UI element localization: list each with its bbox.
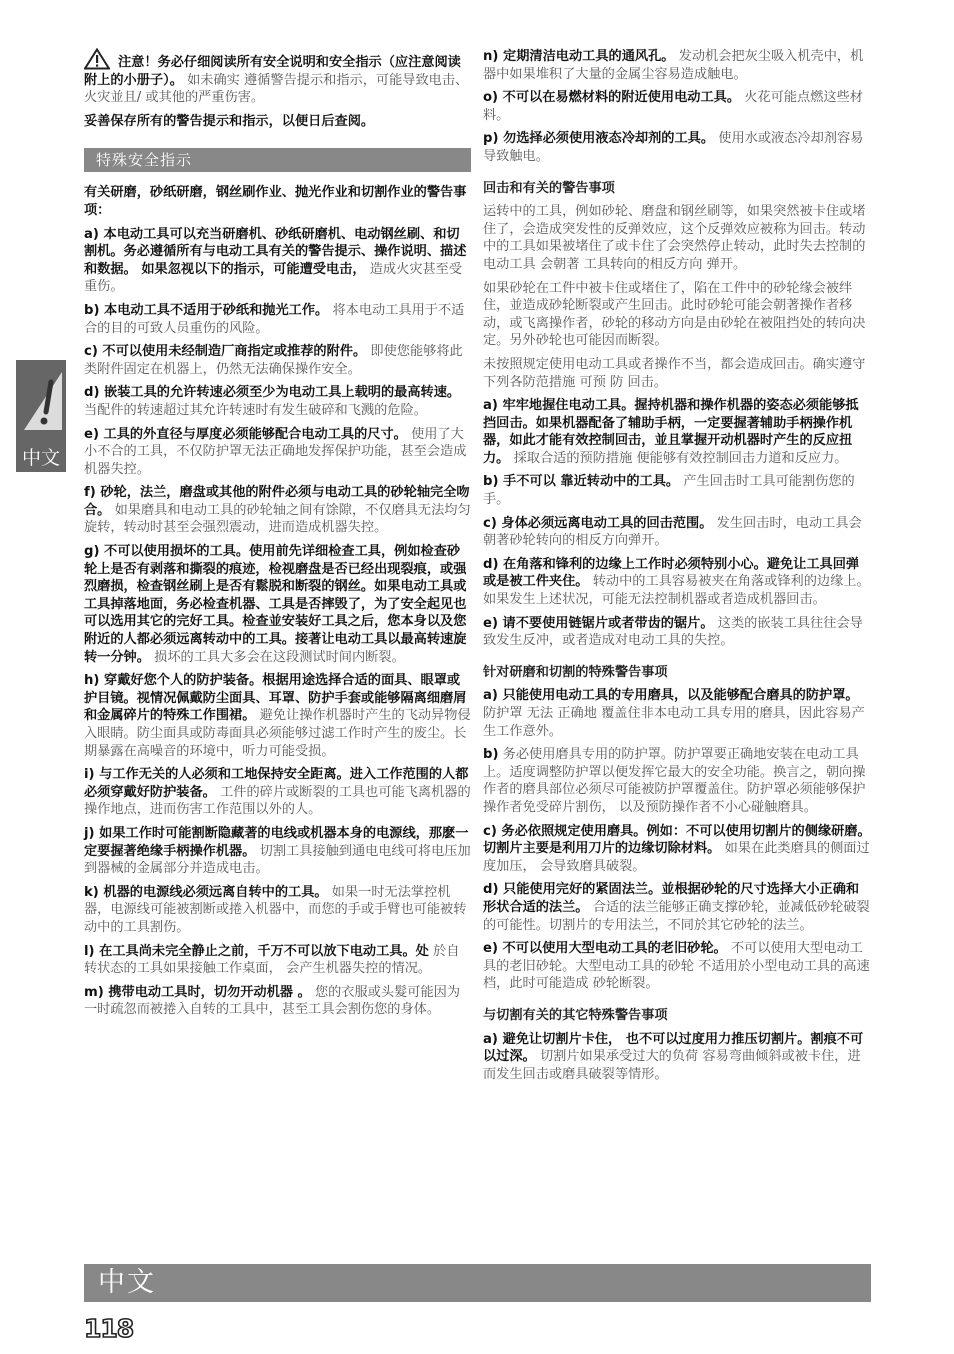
safety-item-text: 造成火灾甚至受重伤。 — [84, 261, 463, 295]
safety-item-bold: j) 如果工作时可能割断隐藏著的电线或机器本身的电源线，那麽一定要握著绝缘手柄操作机器。 — [84, 825, 469, 859]
safety-item-bold: e) 工具的外直径与厚度必须能够配合电动工具的尺寸。 — [84, 426, 407, 442]
safety-item — [84, 984, 471, 1019]
kickback-item-text: 这类的嵌装工具往往会导致发生反冲，或者造成对电动工具的失控。 — [483, 615, 863, 649]
notice-text: 如未确实 遵循警告提示和指示，可能导致电击、火灾並且/ 或其他的严重伤害。 — [84, 72, 469, 106]
page-number: 118 — [84, 1314, 134, 1343]
kickback-item — [483, 556, 871, 609]
safety-item-text: 如果一时无法掌控机器，电源线可能被割断或捲入机器中，而您的手或手臂也可能被转动中的工具割伤。 — [84, 884, 467, 935]
footer-language-bar: 中文 — [84, 1264, 871, 1302]
safety-item-bold: p) 勿选择必须使用液态冷却剂的工具。 — [483, 131, 715, 147]
kickback-item-bold: c) 身体必须远离电动工具的回击范围。 — [483, 515, 713, 531]
safety-item-text: 火花可能点燃这些材料。 — [483, 90, 863, 123]
section-bar: 特殊安全指示 — [84, 148, 471, 172]
safety-item-bold: l) 在工具尚未完全静止之前，千万不可以放下电动工具。处 — [84, 943, 429, 959]
kickback-item-list — [483, 397, 871, 650]
grinding-item-bold: d) 只能使用完好的紧固法兰。並根据砂轮的尺寸选择大小正确和形状合适的法兰。 — [483, 882, 860, 915]
grinding-item-bold: a) 只能使用电动工具的专用磨具，以及能够配合磨具的防护罩。 — [483, 688, 859, 704]
safety-item — [84, 543, 471, 666]
keep-notice: 妥善保存所有的警告提示和指示，以便日后查阅。 — [84, 113, 375, 129]
grinding-item-list — [483, 687, 871, 993]
cutting-item-list — [483, 1031, 871, 1084]
safety-item-text: 如果磨具和电动工具的砂轮轴之间有馀隙，不仅磨具无法均匀旋转，转动时甚至会强烈震动，进而造成机器失控。 — [84, 502, 471, 536]
kickback-paragraph: 未按照规定使用电动工具或者操作不当，都会造成回击。确实遵守下列各防范措施 可预 防 回击。 — [483, 356, 866, 390]
safety-item — [84, 766, 471, 819]
notice-block — [84, 48, 471, 107]
safety-item-text: 您的衣服或头髮可能因为一时疏忽而被捲入自转的工具中，甚至工具会割伤您的身体。 — [84, 984, 461, 1018]
safety-item-bold: i) 与工作无关的人必须和工地保持安全距离。进入工作范围的人都必须穿戴好防护装备。 — [84, 767, 469, 800]
safety-item-text: 使用水或液态冷却剂容易导致触电。 — [483, 131, 864, 164]
safety-item — [483, 48, 871, 83]
safety-item-bold: b) 本电动工具不适用于砂纸和抛光工作。 — [84, 302, 329, 318]
grinding-item — [483, 823, 871, 876]
safety-item — [84, 226, 471, 296]
kickback-paragraphs — [483, 203, 871, 391]
safety-item — [483, 89, 871, 124]
grinding-item-text: 务必使用磨具专用的防护罩。防护罩要正确地安装在电动工具上。适度调整防护罩以便发挥它最大的安全功能。换言之，朝向操作者的磨具部位必须尽可能被防护罩覆盖住。防护罩必须能够保护操作者免受碎片割伤， 以及预防操作者不小心碰触磨具。 — [483, 747, 866, 815]
safety-item — [84, 384, 471, 419]
safety-item — [84, 943, 471, 978]
kickback-item-bold: e) 请不要使用链锯片或者带齿的锯片。 — [483, 615, 714, 631]
grinding-item-bold: c) 务必依照规定使用磨具。例如：不可以使用切割片的侧缘研磨。 切割片主要是利用刀片的边缘切除材料。 — [483, 823, 871, 857]
kickback-item-text: 转动中的工具容易被夹在角落或锋利的边缘上。如果发生上述状况，可能无法控制机器或者造成机器回击。 — [483, 574, 870, 608]
safety-item-bold: n) 定期清洁电动工具的通风孔。 — [483, 49, 675, 64]
cutting-heading: 与切割有关的其它特殊警告事项 — [483, 1007, 668, 1023]
cutting-item-bold: a) 避免让切割片卡住， 也不可以过度用力推压切割片。割痕不可以过深。 — [483, 1031, 864, 1065]
grinding-item-text: 如果在此类磨具的侧面过度加压， 会导致磨具破裂。 — [483, 841, 870, 874]
safety-item-text: 将本电动工具用于不适合的目的可致人员重伤的风险。 — [84, 302, 465, 336]
safety-item-bold: o) 不可以在易燃材料的附近使用电动工具。 — [483, 90, 741, 106]
safety-item — [84, 302, 471, 337]
grinding-item-text: 防护罩 无法 正确地 覆盖住非本电动工具专用的磨具，因此容易产生工作意外。 — [483, 706, 865, 739]
language-side-tab — [16, 360, 66, 472]
kickback-item-text: 採取合适的预防措施 便能够有效控制回击力道和反应力。 — [513, 450, 848, 466]
left-item-list — [84, 226, 471, 1019]
safety-item-text: 切割工具接触到通电电线可将电压加到器械的金属部分并造成电击。 — [84, 843, 471, 877]
safety-item-text: 工件的碎片或断裂的工具也可能飞离机器的操作地点，进而伤害工作范围以外的人。 — [84, 784, 471, 818]
safety-item-bold: m) 携带电动工具时，切勿开动机器 。 — [84, 984, 311, 1000]
grinding-item — [483, 687, 871, 740]
safety-item-text: 损坏的工具大多会在这段测试时间内断裂。 — [154, 649, 405, 665]
right-column — [483, 48, 871, 1089]
safety-item-text: 避免让操作机器时产生的飞动异物侵入眼睛。防尘面具或防毒面具必须能够过滤工作时产生的废尘。长期暴露在高噪音的环境中，听力可能受损。 — [84, 708, 471, 759]
intro-heading: 有关研磨，砂纸研磨，钢丝刷作业、抛光作业和切割作业的警告事项： — [84, 185, 467, 218]
kickback-item — [483, 473, 871, 508]
grinding-item — [483, 940, 871, 993]
grinding-item — [483, 881, 871, 934]
safety-item-bold: h) 穿戴好您个人的防护装备。根据用途选择合适的面具、眼罩或护目镜。视情况佩戴防尘面具、耳罩、防护手套或能够隔离细磨屑和金属碎片的特殊工作围裙。 — [84, 673, 467, 724]
safety-item-bold: c) 不可以使用未经制造厂商指定或推荐的附件。 — [84, 344, 367, 360]
kickback-item — [483, 615, 871, 650]
kickback-item-bold: a) 牢牢地握住电动工具。握持机器和操作机器的姿态必须能够抵挡回击。如果机器配备了辅助手柄，一定要握著辅助手柄操作机器，如此才能有效控制回击，並且掌握开动机器时产生的反应扭力。 — [483, 398, 859, 466]
safety-item-bold: f) 砂轮，法兰，磨盘或其他的附件必须与电动工具的砂轮轴完全吻合。 — [84, 485, 470, 518]
safety-item-bold: g) 不可以使用损坏的工具。使用前先详细检查工具，例如检查砂轮上是否有剥落和撕裂的痕迹，检视磨盘是否已经出现裂痕，或强烈磨损，检查钢丝刷上是否有鬆脱和断裂的钢丝。如果电动工具或工具掉落地面，务必检查机器、工具是否摔毁了，为了安全起见也可以选用其它的完好工具。检查並安装好工具之后，您本身以及您附近的人都必须远离转动中的工具。接著让电动工具以最高转速旋转一分钟。 — [84, 544, 467, 665]
cutting-item-text: 切割片如果承受过大的负荷 容易弯曲倾斜或被卡住，进而发生回击或磨具破裂等情形。 — [483, 1049, 861, 1082]
kickback-item — [483, 397, 871, 467]
safety-item-text: 当配件的转速超过其允许转速时有发生破碎和飞溅的危险。 — [84, 402, 427, 418]
safety-item-bold: d) 嵌装工具的允许转速必须至少为电动工具上载明的最高转速。 — [84, 385, 461, 401]
warning-exclamation-icon — [16, 368, 66, 434]
safety-item — [483, 130, 871, 165]
safety-item — [84, 672, 471, 760]
notice-title: 注意！务必仔细阅读所有安全说明和安全指示（应注意阅读附上的小册子）。 — [84, 55, 461, 88]
grinding-item-bold: e) 不可以使用大型电动工具的老旧砂轮。 — [483, 941, 727, 957]
safety-item-text: 即使您能够将此类附件固定在机器上，仍然无法确保操作安全。 — [84, 344, 463, 377]
safety-item-text: 使用了大小不合的工具，不仅防护罩无法正确地发挥保护功能，甚至会造成机器失控。 — [84, 426, 467, 477]
right-top-item-list — [483, 48, 871, 166]
kickback-heading: 回击和有关的警告事项 — [483, 180, 615, 196]
kickback-item-text: 产生回击时工具可能割伤您的手。 — [483, 474, 855, 508]
kickback-item-bold: d) 在角落和锋利的边缘上工作时必须特别小心。避免让工具回弹或是被工件夹住。 — [483, 556, 860, 590]
left-column — [84, 48, 471, 1025]
safety-item — [84, 426, 471, 479]
safety-item-bold: k) 机器的电源线必须远离自转中的工具。 — [84, 884, 328, 900]
grinding-item-bold: b) — [483, 747, 499, 763]
grinding-item-text: 合适的法兰能够正确支撑砂轮，並减低砂轮破裂的可能性。切割片的专用法兰，不同於其它砂轮的法兰。 — [483, 899, 870, 933]
kickback-paragraph: 如果砂轮在工件中被卡住或堵住了，陷在工件中的砂轮缘会被绊住，並造成砂轮断裂或产生回击。此时砂轮可能会朝著操作者移动，或飞离操作者，砂轮的移动方向是由砂轮在被阻挡处的转向决定。另外砂轮也可能因而断裂。 — [483, 280, 866, 349]
kickback-item-bold: b) 手不可以 靠近转动中的工具。 — [483, 474, 680, 490]
grinding-item-text: 不可以使用大型电动工具的老旧砂轮。大型电动工具的砂轮 不适用於小型电动工具的高速档，此时可能造成 砂轮断裂。 — [483, 941, 870, 992]
kickback-paragraph: 运转中的工具，例如砂轮、磨盘和钢丝刷等，如果突然被卡住或堵住了，会造成突发性的反弹效应，这个反弹效应被称为回击。转动中的工具如果被堵住了或卡住了会突然停止转动，此时失去控制的电动工具 会朝著 工具转向的相反方向 弹开。 — [483, 204, 866, 272]
safety-item-text: 发动机会把灰尘吸入机壳中，机器中如果堆积了大量的金属尘容易造成触电。 — [483, 49, 864, 82]
side-tab-label: 中文 — [21, 447, 60, 469]
safety-item — [84, 825, 471, 878]
cutting-item — [483, 1031, 871, 1084]
grinding-heading: 针对研磨和切割的特殊警告事项 — [483, 664, 668, 680]
grinding-item — [483, 746, 871, 816]
safety-item — [84, 343, 471, 378]
safety-item-bold: a) 本电动工具可以充当研磨机、砂纸研磨机、电动钢丝刷、和切割机。务必遵循所有与电动工具有关的警告提示、操作说明、描述和数据。 如果忽视以下的指示，可能遭受电击， — [84, 226, 467, 277]
safety-item — [84, 484, 471, 537]
kickback-item — [483, 515, 871, 550]
safety-item-text: 於自转状态的工具如果接触工作桌面， 会产生机器失控的情况。 — [84, 943, 460, 977]
warning-triangle-icon — [84, 48, 110, 70]
kickback-item-text: 发生回击时，电动工具会朝著砂轮转向的相反方向弹开。 — [483, 515, 862, 549]
safety-item — [84, 884, 471, 937]
